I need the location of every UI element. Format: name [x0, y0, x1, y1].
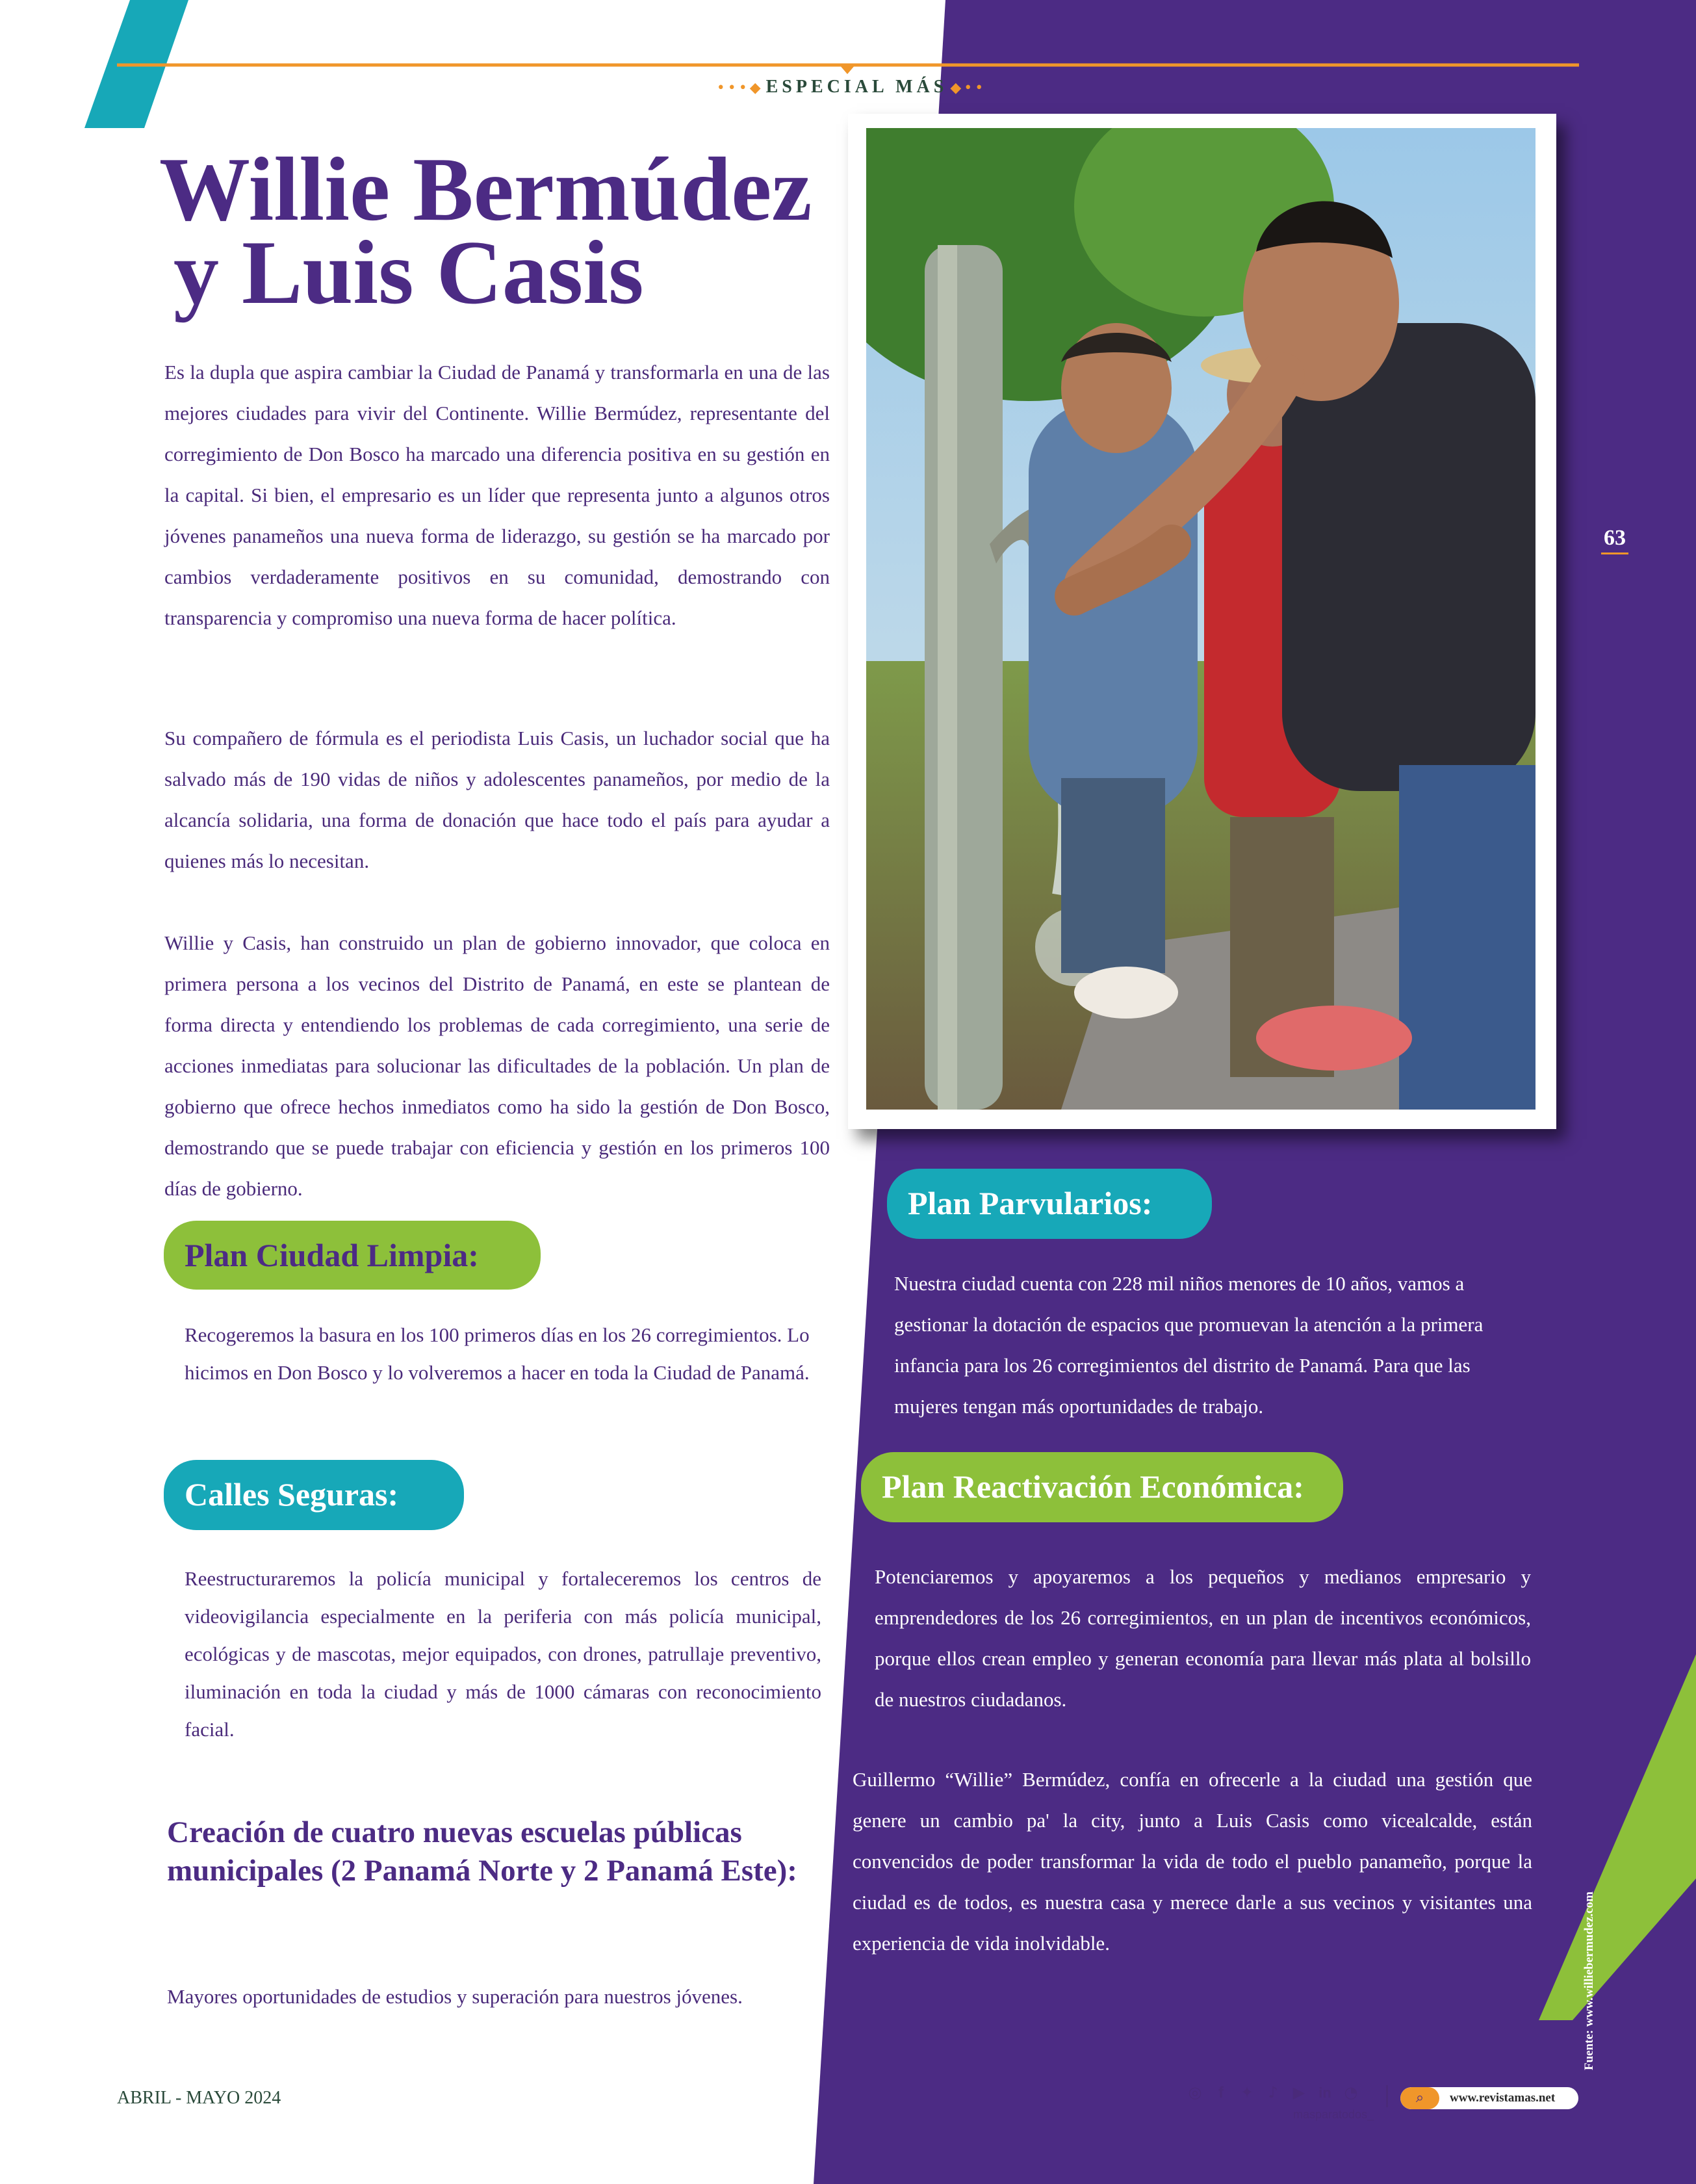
twitter-icon[interactable]: ✦	[1240, 2083, 1254, 2101]
search-icon: ⌕	[1400, 2087, 1439, 2109]
linkedin-icon[interactable]: in	[1318, 2085, 1331, 2101]
closing-paragraph: Guillermo “Willie” Bermúdez, confía en ofrecerle a la ciudad una gestión que genere un cambio pa' la city, junto a Luis Casis como vicealcalde, están convencidos de poder transformar la vida de todo el pueblo panameño, porque la ciudad es de todos, es nuestra casa y merece darle a sus vecinos y visitantes una experiencia de vida inolvidable.	[853, 1768, 1532, 1955]
article-title-line2: y Luis Casis	[173, 222, 644, 323]
plan-parvularios-title: Plan Parvularios:	[908, 1185, 1153, 1221]
plan-ciudad-limpia-text: Recogeremos la basura en los 100 primeros días en los 26 corregimientos. Lo hicimos en Don Bosco y lo volveremos a hacer en toda la Ciudad de Panamá.	[185, 1323, 810, 1384]
escuelas-text: Mayores oportunidades de estudios y superación para nuestros jóvenes.	[167, 1985, 743, 2008]
plan-reactivacion-text: Potenciaremos y apoyaremos a los pequeños y medianos empresario y emprendedores de los 26 corregimientos, en un plan de incentivos económicos, porque ellos crean empleo y generan economía para llevar más plata al bolsillo de nuestros ciudadanos.	[875, 1565, 1531, 1711]
escuelas-heading: Creación de cuatro nuevas escuelas públicas municipales (2 Panamá Norte y 2 Panamá Este):	[167, 1815, 797, 1888]
calles-seguras-title: Calles Seguras:	[185, 1476, 399, 1513]
footer-issue: ABRIL - MAYO 2024	[117, 2088, 281, 2108]
website-url[interactable]: www.revistamas.net	[1450, 2091, 1556, 2105]
plan-ciudad-limpia-title: Plan Ciudad Limpia:	[185, 1237, 479, 1273]
calles-seguras-text: Reestructuraremos la policía municipal y fortaleceremos los centros de videovigilancia especialmente en la periferia con más policía municipal, ecológicas y de mascotas, mejor equipados, con drones, patrullaje preventivo, iluminación en toda la ciudad y más de 1000 cámaras con reconocimiento facial.	[185, 1567, 821, 1741]
plan-parvularios-heading	[887, 1169, 1212, 1239]
instagram-icon[interactable]: ◎	[1188, 2083, 1202, 2101]
dots-left-decoration: •••◆	[716, 80, 764, 96]
footer-divider	[1386, 2085, 1388, 2107]
page-number	[1599, 525, 1631, 554]
section-label-text: ESPECIAL MÁS	[765, 77, 948, 97]
rss-icon[interactable]: ◔	[1344, 2083, 1358, 2101]
source-credit-text: Fuente: www.williebermudez.com	[1582, 1892, 1596, 2070]
page-number-text: 63	[1604, 526, 1626, 550]
youtube-icon[interactable]: ▶	[1292, 2083, 1305, 2101]
article-title-line1: Willie Bermúdez	[159, 139, 812, 240]
social-handle[interactable]: masparatodos_	[1293, 2108, 1374, 2121]
dots-right-decoration: ◆••	[950, 80, 986, 96]
article-title	[159, 139, 812, 323]
photo-illustration	[866, 128, 1535, 1110]
plan-ciudad-limpia-heading	[164, 1221, 541, 1290]
intro-paragraph-1: Es la dupla que aspira cambiar la Ciudad de Panamá y transformarla en una de las mejores ciudades para vivir del Continente. Willie Bermúdez, representante del corregimiento de Don Bosco ha marcado una diferencia positiva en su gestión en la capital. Si bien, el empresario es un líder que representa junto a algunos otros jóvenes panameños una nueva forma de liderazgo, su gestión se ha marcado por cambios verdaderamente positivos en su comunidad, demostrando con transparencia y compromiso una nueva forma de hacer política.	[164, 361, 830, 629]
tiktok-icon[interactable]: ♪	[1268, 2083, 1278, 2101]
plan-reactivacion-heading	[861, 1452, 1343, 1522]
plan-reactivacion-title: Plan Reactivación Económica:	[882, 1468, 1304, 1505]
plan-parvularios-text: Nuestra ciudad cuenta con 228 mil niños menores de 10 años, vamos a gestionar la dotación de espacios que promuevan la atención a la primera infancia para los 26 corregimientos del distrito de Panamá. Para que las mujeres tengan más oportunidades de trabajo.	[894, 1272, 1484, 1418]
website-search-badge[interactable]	[1400, 2087, 1578, 2109]
header-rule-notch	[840, 65, 855, 74]
section-label	[715, 77, 988, 98]
calles-seguras-heading	[164, 1460, 464, 1530]
social-icons-bar	[1187, 2084, 1368, 2101]
article-photo	[866, 128, 1535, 1110]
intro-paragraph-3: Willie y Casis, han construido un plan de gobierno innovador, que coloca en primera persona a los vecinos del Distrito de Panamá, en este se plantean de forma directa y entendiendo los problemas de cada corregimiento, una serie de acciones inmediatas para solucionar las dificultades de la población. Un plan de gobierno que ofrece hechos inmediatos como ha sido la gestión de Don Bosco, demostrando que se puede trabajar con eficiencia y gestión en los primeros 100 días de gobierno.	[164, 931, 830, 1200]
facebook-icon[interactable]: f	[1218, 2084, 1224, 2101]
page-number-underline	[1601, 552, 1628, 554]
intro-paragraph-2: Su compañero de fórmula es el periodista Luis Casis, un luchador social que ha salvado más de 190 vidas de niños y adolescentes panameños, por medio de la alcancía solidaria, una forma de donación que hace todo el país para ayudar a quienes más lo necesitan.	[164, 727, 830, 872]
